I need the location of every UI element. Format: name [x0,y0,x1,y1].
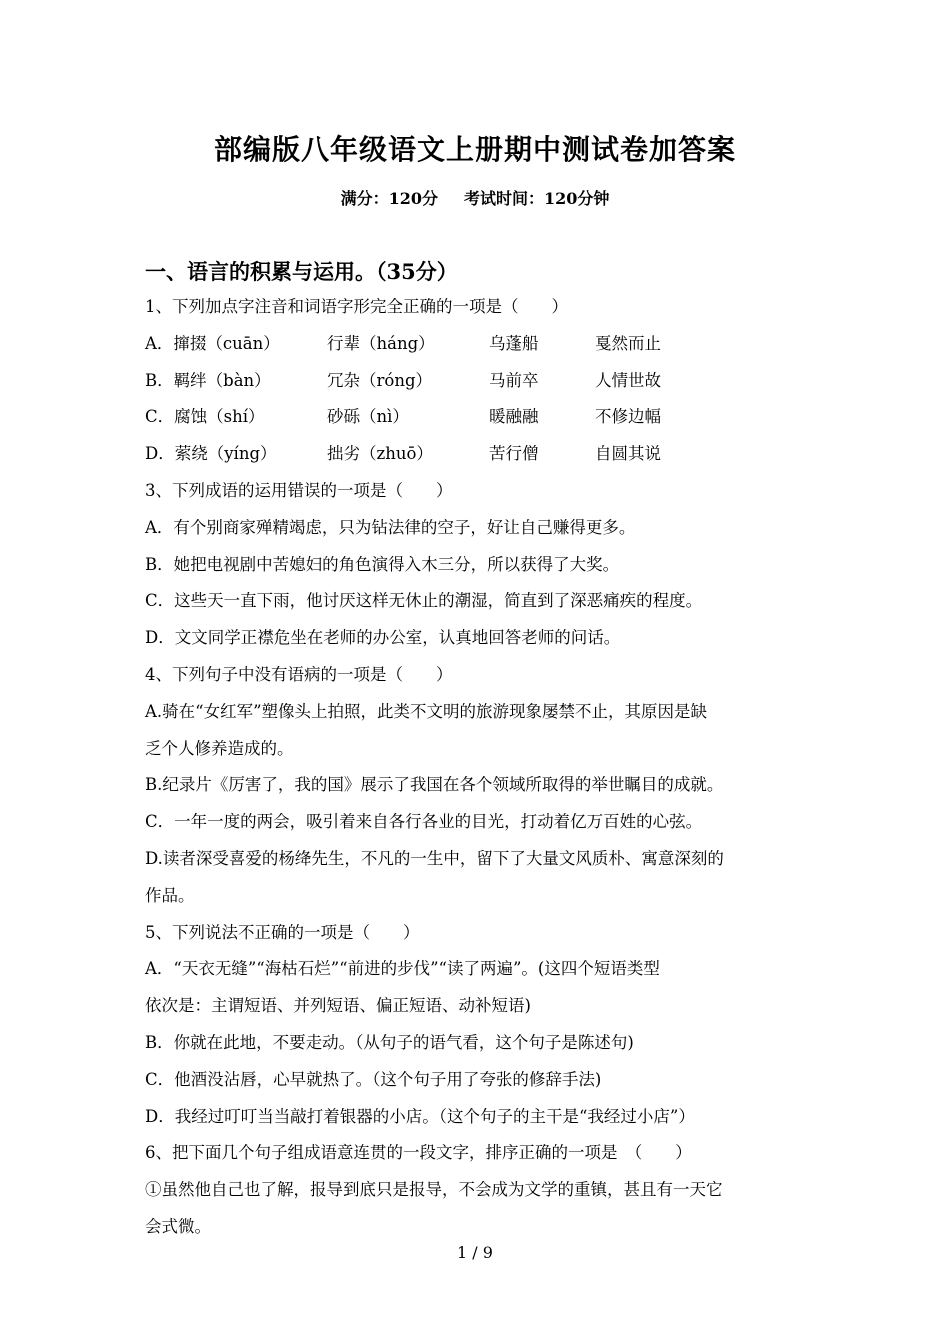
option-word: 砂砾（nì） [327,407,409,427]
question-stem: 1、下列加点字注音和词语字形完全正确的一项是（ ） [145,297,568,316]
page-number: 1 / 9 [457,1243,493,1262]
option-row [145,329,815,366]
exam-time: 考试时间：120分钟 [464,189,610,208]
option-line: C．他酒没沾唇，心早就热了。（这个句子用了夸张的修辞手法) [145,1069,602,1089]
option-word: 马前卒 [489,370,539,390]
option-line: 依次是：主谓短语、并列短语、偏正短语、动补短语) [145,996,531,1016]
option-word: 暖融融 [489,407,539,427]
option-line: A.骑在“女红军”塑像头上拍照，此类不文明的旅游现象屡禁不止，其原因是缺 [145,701,708,721]
option-line: D．文文同学正襟危坐在老师的办公室，认真地回答老师的问话。 [145,628,621,648]
question-stem: 6、把下面几个句子组成语意连贯的一段文字，排序正确的一项是 （ ） [145,1143,692,1163]
section-heading: 一、语言的积累与运用。（35分） [145,259,458,284]
option-row [145,366,815,403]
sentence-line: ①虽然他自己也了解，报导到底只是报导，不会成为文学的重镇，甚且有一天它 [145,1180,723,1200]
option-word: 乌蓬船 [489,333,539,353]
option-row [145,439,815,476]
option-word: 不修边幅 [595,407,661,427]
option-word: A．撺掇（cuān） [145,333,280,353]
page-title: 部编版八年级语文上册期中测试卷加答案 [213,133,736,166]
option-word: 人情世故 [595,370,661,390]
exam-info [0,186,950,209]
option-row [145,402,815,439]
option-word: D．萦绕（yíng） [145,444,277,464]
option-line: A．有个别商家殚精竭虑，只为钻法律的空子，好让自己赚得更多。 [145,517,636,537]
question-list [145,292,815,1249]
option-word: 苦行僧 [489,444,539,464]
option-line: D．我经过叮叮当当敲打着银器的小店。（这个句子的主干是“我经过小店”） [145,1106,695,1126]
full-score: 满分：120分 [340,189,438,208]
question-stem: 4、下列句子中没有语病的一项是（ ） [145,664,453,684]
option-line: D.读者深受喜爱的杨绛先生，不凡的一生中，留下了大量文风质朴、寓意深刻的 [145,848,724,868]
option-line: 乏个人修养造成的。 [145,738,294,758]
question-stem: 3、下列成语的运用错误的一项是（ ） [145,480,453,500]
option-line: C．这些天一直下雨，他讨厌这样无休止的潮湿，简直到了深恶痛疾的程度。 [145,591,703,611]
option-line: B．你就在此地，不要走动。（从句子的语气看，这个句子是陈述句) [145,1032,634,1052]
sentence-line: 会式微。 [145,1216,211,1236]
question-stem: 5、下列说法不正确的一项是（ ） [145,922,420,942]
option-word: C．腐蚀（shí） [145,407,265,427]
option-line: 作品。 [145,885,195,905]
option-word: 冗杂（róng） [327,370,433,390]
option-word: 戛然而止 [595,333,661,353]
option-line: A．“天衣无缝”“海枯石烂”“前进的步伐”“读了两遍”。(这四个短语类型 [145,959,660,979]
option-word: 拙劣（zhuō） [327,444,433,464]
option-word: 行辈（háng） [327,333,435,353]
option-word: B．羁绊（bàn） [145,370,271,390]
option-line: C．一年一度的两会，吸引着来自各行各业的目光，打动着亿万百姓的心弦。 [145,812,703,832]
option-word: 自圆其说 [595,444,661,464]
option-line: B.纪录片《厉害了，我的国》展示了我国在各个领域所取得的举世瞩目的成就。 [145,775,724,795]
option-line: B．她把电视剧中苦媳妇的角色演得入木三分，所以获得了大奖。 [145,554,620,574]
